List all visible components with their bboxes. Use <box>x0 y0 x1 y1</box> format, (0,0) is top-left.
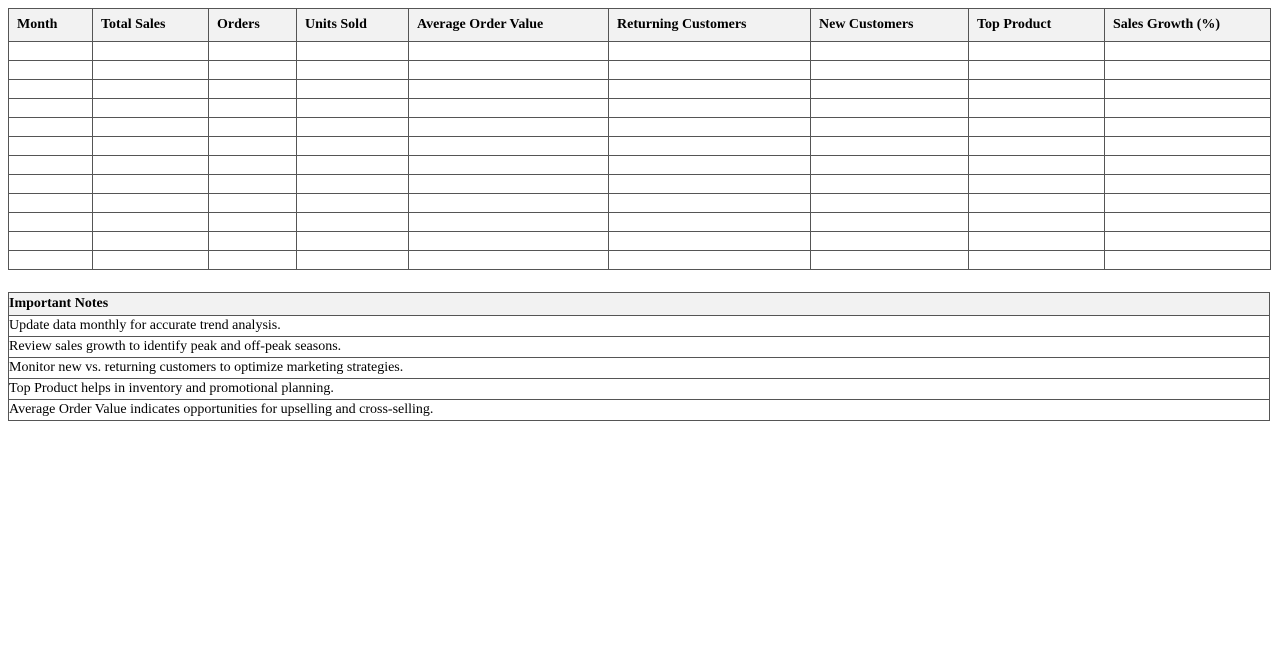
cell-sales-growth[interactable] <box>1105 80 1271 99</box>
cell-orders[interactable] <box>209 99 297 118</box>
cell-average-order-value[interactable] <box>409 99 609 118</box>
cell-top-product[interactable] <box>969 175 1105 194</box>
cell-returning-customers[interactable] <box>609 137 811 156</box>
column-header-new-customers: New Customers <box>811 9 969 42</box>
cell-average-order-value[interactable] <box>409 213 609 232</box>
cell-month[interactable] <box>9 194 93 213</box>
cell-returning-customers[interactable] <box>609 80 811 99</box>
cell-orders[interactable] <box>209 156 297 175</box>
notes-table-body <box>9 316 1270 421</box>
cell-sales-growth[interactable] <box>1105 99 1271 118</box>
table-row[interactable] <box>9 175 1271 194</box>
cell-new-customers[interactable] <box>811 61 969 80</box>
cell-orders[interactable] <box>209 232 297 251</box>
cell-new-customers[interactable] <box>811 175 969 194</box>
note-text: Review sales growth to identify peak and off-peak seasons. <box>9 337 1270 358</box>
important-notes-table <box>8 292 1270 421</box>
cell-month[interactable] <box>9 80 93 99</box>
note-text: Monitor new vs. returning customers to optimize marketing strategies. <box>9 358 1270 379</box>
cell-new-customers[interactable] <box>811 137 969 156</box>
table-header-row <box>9 9 1271 42</box>
cell-month[interactable] <box>9 213 93 232</box>
cell-top-product[interactable] <box>969 61 1105 80</box>
column-header-orders: Orders <box>209 9 297 42</box>
cell-sales-growth[interactable] <box>1105 175 1271 194</box>
list-item <box>9 358 1270 379</box>
cell-returning-customers[interactable] <box>609 156 811 175</box>
table-row[interactable] <box>9 118 1271 137</box>
cell-average-order-value[interactable] <box>409 194 609 213</box>
cell-returning-customers[interactable] <box>609 99 811 118</box>
note-text: Update data monthly for accurate trend analysis. <box>9 316 1270 337</box>
cell-average-order-value[interactable] <box>409 251 609 270</box>
cell-top-product[interactable] <box>969 99 1105 118</box>
cell-returning-customers[interactable] <box>609 194 811 213</box>
cell-sales-growth[interactable] <box>1105 232 1271 251</box>
cell-top-product[interactable] <box>969 137 1105 156</box>
cell-units-sold[interactable] <box>297 61 409 80</box>
table-row[interactable] <box>9 42 1271 61</box>
cell-month[interactable] <box>9 232 93 251</box>
cell-sales-growth[interactable] <box>1105 213 1271 232</box>
cell-average-order-value[interactable] <box>409 42 609 61</box>
table-row[interactable] <box>9 99 1271 118</box>
cell-average-order-value[interactable] <box>409 156 609 175</box>
cell-month[interactable] <box>9 156 93 175</box>
column-header-total-sales: Total Sales <box>93 9 209 42</box>
cell-units-sold[interactable] <box>297 42 409 61</box>
cell-total-sales[interactable] <box>93 175 209 194</box>
table-row[interactable] <box>9 194 1271 213</box>
cell-new-customers[interactable] <box>811 251 969 270</box>
note-text: Average Order Value indicates opportunities for upselling and cross-selling. <box>9 400 1270 421</box>
cell-returning-customers[interactable] <box>609 118 811 137</box>
cell-returning-customers[interactable] <box>609 175 811 194</box>
cell-sales-growth[interactable] <box>1105 61 1271 80</box>
cell-total-sales[interactable] <box>93 213 209 232</box>
cell-sales-growth[interactable] <box>1105 251 1271 270</box>
list-item <box>9 379 1270 400</box>
table-row[interactable] <box>9 213 1271 232</box>
cell-total-sales[interactable] <box>93 156 209 175</box>
cell-total-sales[interactable] <box>93 194 209 213</box>
column-header-top-product: Top Product <box>969 9 1105 42</box>
cell-average-order-value[interactable] <box>409 137 609 156</box>
cell-total-sales[interactable] <box>93 42 209 61</box>
sales-table-body <box>9 42 1271 270</box>
cell-month[interactable] <box>9 61 93 80</box>
cell-returning-customers[interactable] <box>609 42 811 61</box>
cell-top-product[interactable] <box>969 232 1105 251</box>
cell-top-product[interactable] <box>969 80 1105 99</box>
cell-orders[interactable] <box>209 194 297 213</box>
cell-top-product[interactable] <box>969 194 1105 213</box>
cell-sales-growth[interactable] <box>1105 137 1271 156</box>
cell-sales-growth[interactable] <box>1105 118 1271 137</box>
table-row[interactable] <box>9 251 1271 270</box>
note-text: Top Product helps in inventory and promotional planning. <box>9 379 1270 400</box>
cell-units-sold[interactable] <box>297 175 409 194</box>
cell-orders[interactable] <box>209 213 297 232</box>
cell-new-customers[interactable] <box>811 99 969 118</box>
column-header-returning-customers: Returning Customers <box>609 9 811 42</box>
cell-returning-customers[interactable] <box>609 61 811 80</box>
cell-total-sales[interactable] <box>93 118 209 137</box>
cell-units-sold[interactable] <box>297 251 409 270</box>
sales-table-header <box>9 9 1271 42</box>
list-item <box>9 337 1270 358</box>
cell-returning-customers[interactable] <box>609 232 811 251</box>
notes-header-label: Important Notes <box>9 293 1270 316</box>
cell-returning-customers[interactable] <box>609 251 811 270</box>
cell-new-customers[interactable] <box>811 213 969 232</box>
cell-total-sales[interactable] <box>93 251 209 270</box>
cell-average-order-value[interactable] <box>409 175 609 194</box>
column-header-average-order-value: Average Order Value <box>409 9 609 42</box>
list-item <box>9 316 1270 337</box>
cell-month[interactable] <box>9 251 93 270</box>
cell-sales-growth[interactable] <box>1105 194 1271 213</box>
cell-units-sold[interactable] <box>297 213 409 232</box>
cell-average-order-value[interactable] <box>409 118 609 137</box>
cell-new-customers[interactable] <box>811 232 969 251</box>
cell-units-sold[interactable] <box>297 80 409 99</box>
cell-top-product[interactable] <box>969 118 1105 137</box>
column-header-month: Month <box>9 9 93 42</box>
cell-new-customers[interactable] <box>811 194 969 213</box>
table-row[interactable] <box>9 156 1271 175</box>
cell-orders[interactable] <box>209 118 297 137</box>
cell-month[interactable] <box>9 118 93 137</box>
cell-average-order-value[interactable] <box>409 232 609 251</box>
table-row[interactable] <box>9 61 1271 80</box>
cell-total-sales[interactable] <box>93 61 209 80</box>
table-row[interactable] <box>9 80 1271 99</box>
cell-units-sold[interactable] <box>297 137 409 156</box>
cell-sales-growth[interactable] <box>1105 156 1271 175</box>
cell-month[interactable] <box>9 99 93 118</box>
cell-units-sold[interactable] <box>297 194 409 213</box>
cell-top-product[interactable] <box>969 156 1105 175</box>
cell-new-customers[interactable] <box>811 80 969 99</box>
cell-orders[interactable] <box>209 80 297 99</box>
cell-orders[interactable] <box>209 251 297 270</box>
cell-total-sales[interactable] <box>93 232 209 251</box>
cell-sales-growth[interactable] <box>1105 42 1271 61</box>
list-item <box>9 400 1270 421</box>
column-header-units-sold: Units Sold <box>297 9 409 42</box>
table-row[interactable] <box>9 137 1271 156</box>
cell-month[interactable] <box>9 42 93 61</box>
cell-units-sold[interactable] <box>297 156 409 175</box>
cell-orders[interactable] <box>209 42 297 61</box>
notes-section <box>8 292 1270 421</box>
notes-header-row <box>9 293 1270 316</box>
cell-top-product[interactable] <box>969 251 1105 270</box>
notes-table-header <box>9 293 1270 316</box>
cell-average-order-value[interactable] <box>409 80 609 99</box>
cell-top-product[interactable] <box>969 42 1105 61</box>
monthly-sales-table <box>8 8 1271 270</box>
cell-units-sold[interactable] <box>297 99 409 118</box>
cell-new-customers[interactable] <box>811 42 969 61</box>
cell-month[interactable] <box>9 137 93 156</box>
column-header-sales-growth: Sales Growth (%) <box>1105 9 1271 42</box>
cell-total-sales[interactable] <box>93 99 209 118</box>
cell-units-sold[interactable] <box>297 118 409 137</box>
cell-average-order-value[interactable] <box>409 61 609 80</box>
cell-total-sales[interactable] <box>93 80 209 99</box>
cell-units-sold[interactable] <box>297 232 409 251</box>
cell-new-customers[interactable] <box>811 156 969 175</box>
cell-orders[interactable] <box>209 175 297 194</box>
cell-orders[interactable] <box>209 61 297 80</box>
cell-total-sales[interactable] <box>93 137 209 156</box>
cell-new-customers[interactable] <box>811 118 969 137</box>
cell-returning-customers[interactable] <box>609 213 811 232</box>
table-row[interactable] <box>9 232 1271 251</box>
cell-top-product[interactable] <box>969 213 1105 232</box>
cell-orders[interactable] <box>209 137 297 156</box>
cell-month[interactable] <box>9 175 93 194</box>
